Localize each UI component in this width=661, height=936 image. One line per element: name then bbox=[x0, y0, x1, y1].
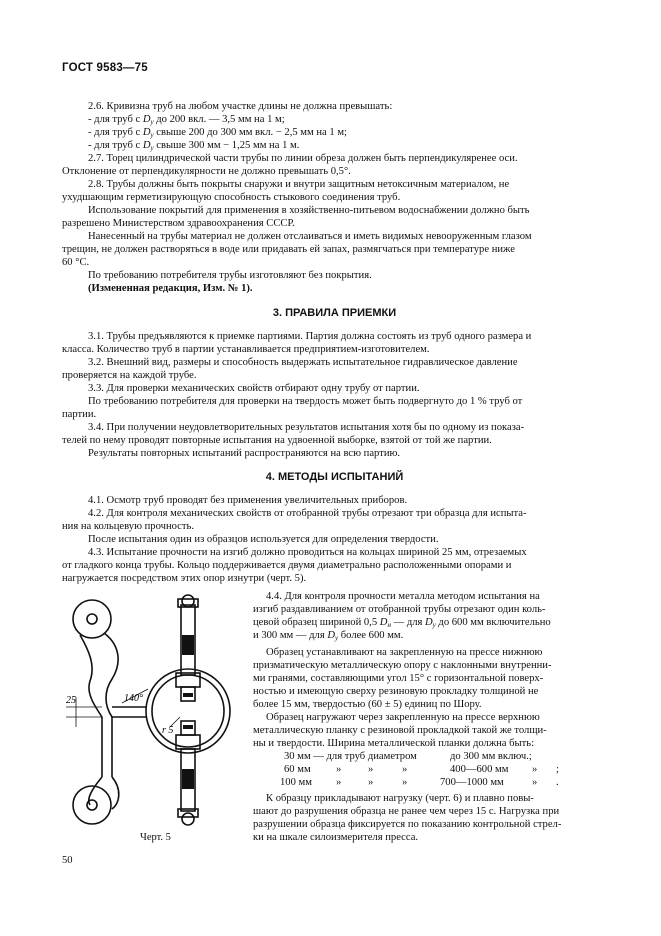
text-line: После испытания один из образцов используется для определения твердости. bbox=[88, 534, 439, 545]
text-line: класса. Количество труб в партии устанавливается предприятием-изготовителем. bbox=[62, 344, 430, 355]
text-line: К образцу прикладывают нагрузку (черт. 6) и плавно повы- bbox=[266, 793, 534, 804]
text-line: ностью и имеющую сверху резиновую прокладку толщиной не bbox=[253, 686, 539, 697]
text-line: 4.3. Испытание прочности на изгиб должно проводиться на кольцах шириной 25 мм, отрезаемых bbox=[88, 547, 527, 558]
text-line: разрушении образца фиксируется по показанию контрольной стрел- bbox=[253, 819, 562, 830]
text-line: - для труб с $D_у$ свыше 300 мм − 1,25 мм на 1 м. bbox=[88, 140, 300, 152]
text-line: Использование покрытий для применения в хозяйственно-питьевом водоснабжении должно быть bbox=[88, 205, 530, 216]
text-line: Образец нагружают через закрепленную на прессе верхнюю bbox=[266, 712, 540, 723]
text-line: - для труб с $D_у$ свыше 200 до 300 мм вкл. − 2,5 мм на 1 м; bbox=[88, 127, 347, 139]
text-line: 3.4. При получении неудовлетворительных результатов испытания хотя бы по одному из показа- bbox=[88, 422, 525, 433]
text-line: 2.6. Кривизна труб на любом участке длины не должна превышать: bbox=[88, 101, 393, 112]
text-line: и 300 мм — для $D_у$ более 600 мм. bbox=[253, 630, 404, 642]
text-line: нагружается посредством этих опор изнутри (черт. 5). bbox=[62, 573, 307, 584]
text-line: 2.7. Торец цилиндрической части трубы по линии обреза должен быть перпендикуляренее оси. bbox=[88, 153, 518, 164]
dim-25-label: 25 bbox=[66, 695, 76, 706]
text-line: Нанесенный на трубы материал не должен отслаиваться и иметь видимых невооруженным глазом bbox=[88, 231, 532, 242]
text-line: Результаты повторных испытаний распространяются на всю партию. bbox=[88, 448, 401, 459]
figure-5-drawing bbox=[52, 593, 257, 826]
text-line: от гладкого конца трубы. Кольцо поддерживается двумя диаметрально расположенными опорами и bbox=[62, 560, 512, 571]
figure-caption: Черт. 5 bbox=[140, 832, 171, 843]
dim-140-label: 140° bbox=[124, 693, 143, 704]
standard-code-header: ГОСТ 9583—75 bbox=[62, 62, 148, 74]
text-line: 3.1. Трубы предъявляются к приемке партиями. Партия должна состоять из труб одного размера и bbox=[88, 331, 532, 342]
text-line: 4.2. Для контроля механических свойств от отобранной трубы отрезают три образца для испыта- bbox=[88, 508, 527, 519]
text-line: 4.1. Осмотр труб проводят без применения увеличительных приборов. bbox=[88, 495, 408, 506]
text-line: цевой образец шириной 0,5 $D_н$ — для $D_у$ до 600 мм включительно bbox=[253, 617, 551, 629]
text-line: - для труб с $D_у$ до 200 вкл. — 3,5 мм на 1 м; bbox=[88, 114, 285, 126]
text-line: проверяется на каждой трубе. bbox=[62, 370, 197, 381]
text-line: Образец устанавливают на закрепленную на прессе нижнюю bbox=[266, 647, 543, 658]
text-line: телей по нему проводят повторные испытания на удвоенной выборке, взятой от той же партии. bbox=[62, 435, 492, 446]
text-line: 4.4. Для контроля прочности металла методом испытания на bbox=[266, 591, 540, 602]
text-line: изгиб раздавливанием от отобранной трубы отрезают один коль- bbox=[253, 604, 546, 615]
text-line: По требованию потребителя трубы изготовляют без покрытия. bbox=[88, 270, 372, 281]
text-line: более 15 мм, твердостью (60 ± 5) единиц по Шору. bbox=[253, 699, 482, 710]
page-number: 50 bbox=[62, 855, 73, 866]
width-table-row: 60 мм » » » 400—600 мм » ; bbox=[284, 764, 559, 775]
text-line: призматическую металлическую опору с наклонными внутренни- bbox=[253, 660, 552, 671]
text-line: 3.3. Для проверки механических свойств отбирают одну трубу от партии. bbox=[88, 383, 420, 394]
width-table-row: 30 мм — для труб диаметром до 300 мм включ.; bbox=[284, 751, 532, 762]
text-line: ухудшающим герметизирующую способность стыкового соединения труб. bbox=[62, 192, 401, 203]
text-line: ния на кольцевую прочность. bbox=[62, 521, 194, 532]
amendment-note: (Измененная редакция, Изм. № 1). bbox=[88, 283, 253, 294]
text-line: металлическую планку с резиновой прокладкой такой же толщи- bbox=[253, 725, 547, 736]
text-line: 3.2. Внешний вид, размеры и способность выдержать испытательное гидравлическое давление bbox=[88, 357, 518, 368]
text-line: 60 °С. bbox=[62, 257, 90, 268]
text-line: По требованию потребителя для проверки на твердость может быть подвергнуто до 1 % труб от bbox=[88, 396, 523, 407]
text-line: Отклонение от перпендикулярности не должно превышать 0,5°. bbox=[62, 166, 351, 177]
text-line: партии. bbox=[62, 409, 97, 420]
text-line: ки на шкале силоизмерителя пресса. bbox=[253, 832, 419, 843]
text-line: ны и твердости. Ширина металлической планки должна быть: bbox=[253, 738, 535, 749]
section-title: 3. ПРАВИЛА ПРИЕМКИ bbox=[272, 307, 397, 319]
text-line: трещин, не должен растворяться в воде или придавать ей запах, размягчаться при температуре ниже bbox=[62, 244, 515, 255]
text-line: шают до разрушения образца не ранее чем через 15 с. Нагрузка при bbox=[253, 806, 560, 817]
text-line: ми гранями, составляющими угол 15° с горизонтальной поверх- bbox=[253, 673, 544, 684]
text-line: 2.8. Трубы должны быть покрыты снаружи и внутри защитным нетоксичным материалом, не bbox=[88, 179, 510, 190]
section-title: 4. МЕТОДЫ ИСПЫТАНИЙ bbox=[265, 471, 404, 483]
ring-bending-test-diagram bbox=[52, 593, 257, 826]
dim-r5-label: r 5 bbox=[162, 725, 174, 736]
text-line: разрешено Министерством здравоохранения СССР. bbox=[62, 218, 295, 229]
width-table-row: 100 мм » » » 700—1000 мм » . bbox=[280, 777, 559, 788]
